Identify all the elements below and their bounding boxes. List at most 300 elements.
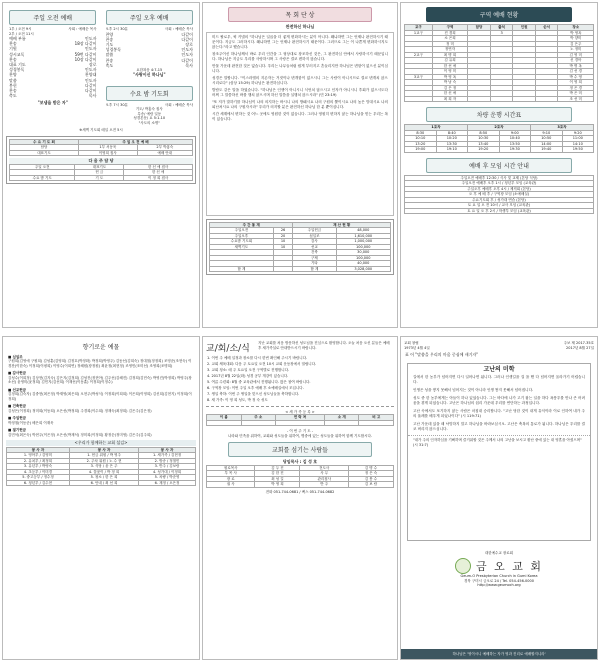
church-contact: 전화 051-744-0681 / 팩스 051-744-0682: [265, 489, 335, 494]
stats-cell: 선교: [293, 244, 336, 250]
am-worship-title: 주일 오전 예배: [9, 10, 96, 25]
cell-group-cell: [513, 96, 536, 102]
cell-group-cell: 2교구: [405, 52, 433, 58]
stats-cell: 100,000: [336, 244, 390, 250]
cell-group-cell: 정연자: [432, 47, 468, 53]
cell-group-cell: 김 은 정: [432, 85, 468, 91]
pm-order-item-label: 찬양: [105, 31, 114, 37]
serving-cell: 5. 청소 / 한 은 희: [70, 475, 139, 481]
serving-cell: 4. 꽃꽂이 / 박 정 희: [70, 469, 139, 475]
offering-section: [8, 371, 194, 385]
stats-cell: 합 계: [293, 266, 336, 272]
stats-header-finance: 재 산 현 황: [293, 222, 391, 228]
roster-cell: 2부 박홍숙: [137, 145, 192, 151]
bus-header: 1호차: [405, 125, 468, 131]
bus-header: 3호차: [531, 125, 594, 131]
cell-group-cell: 최 희 자: [432, 96, 468, 102]
wed-leader: 사회 : 예배순 목사: [164, 102, 193, 107]
pm-order-list: [103, 32, 197, 68]
newcomer-header: 소 개: [324, 415, 359, 421]
newcomer-header: 연 락 처: [276, 415, 325, 421]
cell-group-cell: 진 경희: [432, 30, 468, 36]
pm-order-item-label: 말씀: [105, 52, 114, 58]
newcomer-table: [206, 414, 394, 426]
am-order-item-value: 목사: [88, 93, 97, 99]
serving-cell: 6. 청년부 / 김수현: [7, 480, 70, 486]
am-order-item-label: 말씀: [9, 77, 17, 83]
bus-cell: 14:00: [531, 141, 563, 147]
stats-cell: 30,000: [336, 250, 390, 256]
cell-group-header: 담당: [468, 25, 491, 31]
pastor-paragraph: 미드 팔로우, 윅 키넬의 "하나님은 일곱을 더 좋게 변화하시는 분이 아니다. 왜냐하면 그는 언제나 완전하시기 때문이다. 지금도 그러하시다. 왜냐하면 그는 언제나 완전하시기 때문이다. 그러므로 그는 이 나쁜게 변화하시지도 않는다."라고 했습니다.: [212, 34, 388, 49]
offering-names: 김민석(최은숙) 박현주(이은정) 오은선(박재석) 정미희(이정희) 황정순(정미영) 김은주(김주희): [8, 432, 152, 437]
stats-cell: 40,000: [336, 261, 390, 267]
news-item: 7. 생일 축하: 이번 주 생일을 맞으신 성도님들을 축하합니다.: [207, 392, 300, 396]
stats-cell: 3,028,000: [336, 266, 390, 272]
offering-section: [8, 428, 194, 437]
next-week-row: [10, 164, 193, 170]
stats-cell: 건축: [293, 250, 336, 256]
offering-names: 김정희(김숙자) 김중현(최은정) 박재영(최은희) 오현주(박성식) 이정희(이희희) 이은희(이영희) 김신희(김현지) 이정희(이정희): [8, 392, 192, 401]
founding-label: 교회 창립: [404, 341, 419, 345]
bus-cell: 10:20: [436, 136, 468, 142]
am-order-item-label: 성시교독: [9, 51, 25, 57]
next-week-cell: 대표기도: [75, 164, 124, 170]
cell-group-cell: 3: [490, 30, 513, 36]
cell-group-cell: 김 영 미: [558, 52, 594, 58]
bus-cell: 8:30: [405, 130, 437, 136]
cell-group-cell: 박 수 영: [558, 74, 594, 80]
cell-group-cell: 최 명 희: [432, 52, 468, 58]
pm-order-item-value: 다같이: [181, 36, 193, 42]
serving-cell: 4. 초등부 / 이미경: [7, 469, 70, 475]
pm-order-item-value: 인도자: [181, 52, 193, 58]
next-week-cell: 한 신 애 집사: [124, 164, 193, 170]
stats-cell: 기타: [293, 261, 336, 267]
serving-cell: 2. 유치부 / 최정희: [7, 458, 70, 464]
stats-cell: 감사: [293, 239, 336, 245]
cell-group-row: [405, 96, 594, 102]
cell-group-cell: 정 은 경: [558, 85, 594, 91]
stats-cell: 1,610,000: [336, 233, 390, 239]
am-order-item-label: 기원: [9, 46, 17, 52]
church-website[interactable]: http://www.geumoch.org: [477, 583, 521, 587]
staff-row: [207, 482, 394, 488]
pastor-column-subtitle: 완전하신 하나님: [285, 24, 315, 29]
founding-date: 1973년 4월 4일: [404, 345, 430, 350]
am-order-item-label: 축도: [9, 93, 17, 99]
am-order-item-value: 장로: [88, 62, 97, 68]
am-order-item-label: 대표 기도: [9, 62, 26, 68]
cell-group-title: 구역 예배 현황: [426, 7, 571, 22]
wed-line: 특송/ 예람 일동: [137, 111, 162, 116]
stats-cell: 주일헌금: [293, 228, 336, 234]
serving-cell: 2. 방송 / 정철민: [139, 458, 196, 464]
staff-cell: 박 영 희: [255, 482, 300, 488]
cell-group-header: 출석: [490, 25, 513, 31]
cell-group-header: 장소: [558, 25, 594, 31]
stats-cell: 합 계: [210, 266, 274, 272]
am-order-item-value: 다같이: [84, 88, 97, 94]
am-order-item-value: 다같이: [84, 82, 97, 88]
cell-group-cell: 김 은주: [558, 41, 594, 47]
cell-group-cell: [490, 96, 513, 102]
cell-group-cell: 3교구: [405, 74, 433, 80]
am-order-item-value: 10장 다같이: [74, 56, 97, 62]
cell-group-header: 교구: [405, 25, 433, 31]
offering-names: 김성수(이희정) 김상현(김지숙) 김은지(김정희) 김성진(정현아) 김주선(김혜진) 김정희(김민숙) 박영진(박정희) 박영주(장소선) 윤영미(윤정희) 김민지(김선희) 이재선(이동훈) 이정희(이정수): [8, 375, 192, 384]
next-week-cell: 헌 금: [75, 170, 124, 176]
footer-verse: 하나님은 '영이시니 예배하는 자가 영과 진리로 예배할지니라': [401, 649, 597, 659]
news-item: 4. 2017년 8월 22일(화) 성경 공부 개강이 있습니다.: [207, 374, 289, 378]
pm-order-item-label: 축도: [105, 62, 114, 68]
serving-cell: 4. 성가대 / 이정희: [139, 469, 196, 475]
cell-group-cell: 노 정미: [558, 47, 594, 53]
roster-header-am: 주 일 오 전 예 배: [79, 139, 193, 145]
devotional-paragraph: 고난 가운데 있을 때 낙망하지 말고 하나님을 바라보십시오. 고난은 축복의 통로가 됩니다. 하나님은 우리를 결코 버리지 않으십니다.: [413, 422, 585, 431]
stats-cell: 수요밤 기도회: [210, 239, 274, 245]
cell-group-cell: 정 미: [432, 41, 468, 47]
offering-name: ■ 십일조: [8, 354, 23, 359]
cell-groups-panel: [400, 2, 598, 328]
offering-name: ■ 건축헌금: [8, 404, 27, 408]
bus-cell: 13:20: [405, 141, 437, 147]
next-week-cell: 이 정 희 집사: [124, 175, 193, 181]
stats-cell: 20: [273, 233, 293, 239]
cell-group-cell: 한 선 애: [432, 63, 468, 69]
cell-group-header: 순서: [535, 25, 558, 31]
stats-cell: [273, 266, 293, 272]
serving-cell: 1. 헌금 위원 / 박 영주: [70, 453, 139, 459]
stats-cell: 새벽기도: [210, 244, 274, 250]
news-intro: 지난 교회를 처음 방문하신 성도님을 진심으로 환영합니다. 오늘 처음 오신 분들은 예배 후 새가족실로 안내받으시기 바랍니다.: [258, 341, 390, 350]
devotional-text: [408, 375, 590, 432]
cell-group-cell: 박 남 숙: [432, 80, 468, 86]
news-item: 5. 여름 수련회: 8월 중 교육관에서 진행됩니다. 많은 참여 바랍니다.: [207, 380, 311, 384]
am-order-item-value: 인도자: [84, 46, 97, 52]
pm-time: 오후 2시 30분: [105, 27, 128, 31]
staff-cell: 장 로: [207, 476, 255, 482]
am-sermon: "보냄을 받은 자": [37, 100, 68, 106]
stats-cell: 26: [273, 228, 293, 234]
roster-cell: 이영희 집사: [79, 150, 138, 156]
meeting-cell: 주일오전 예배후 오후 1시 / 청년부 모임 (교육관): [405, 181, 594, 187]
staff-cell: 권 사: [207, 482, 255, 488]
church-identity: [401, 551, 597, 588]
serving-cell: 5. 중고등부 / 정수정: [7, 475, 70, 481]
dawn-prayer-note: ※새벽 기도회 매일 오전 5시: [79, 128, 123, 133]
bus-schedule-table: [404, 124, 594, 153]
pm-order-item-value: 다같이: [181, 57, 193, 63]
staff-cell: 정 은 숙: [348, 471, 393, 477]
cell-group-cell: 이 영 희: [558, 80, 594, 86]
bus-row: [405, 147, 594, 153]
cell-group-cell: [468, 96, 491, 102]
church-news-panel: [202, 336, 398, 660]
serving-row: [7, 453, 196, 459]
weekly-stats: [206, 219, 394, 276]
news-title: 교/회/소/식: [206, 344, 250, 354]
cell-group-cell: 김 유희: [432, 58, 468, 64]
pm-sermon: "사랑이신 하나님": [132, 72, 166, 78]
serving-header: 봉 사 자: [7, 447, 70, 453]
news-item: 8. 새 가족: 이 영 희 성도, 박 정 숙 성도: [207, 398, 268, 402]
cell-group-cell: 소 은희: [432, 36, 468, 42]
offerings-list: [3, 355, 199, 438]
offering-section: [8, 416, 194, 425]
am-order-item-value: 찬양대: [84, 72, 97, 78]
news-item: 2. 교회 체육대회: 다음 주 토요일 오전 10시 교회 운동장에서 열립니다.: [207, 362, 317, 366]
bus-cell: 10:50: [531, 136, 563, 142]
serving-cell: 3. 반주 / 김보람: [139, 464, 196, 470]
pm-order-item-label: 기도: [105, 41, 114, 47]
am-order-item-label: 봉헌: [9, 82, 17, 88]
serving-row: [7, 480, 196, 486]
am-order-item-label: 찬송: [9, 56, 17, 62]
pm-order-item-value: 인도자: [181, 47, 193, 53]
bus-cell: 9:10: [531, 130, 563, 136]
stats-row: [210, 266, 391, 272]
cell-group-cell: 신 경아: [558, 58, 594, 64]
church-address: 경북 구미시 금오로 24 / Tel. 054-456-0000: [464, 578, 534, 583]
devotional-title: 고난의 미학: [483, 365, 515, 373]
next-week-cell: 수요 밤 기도: [10, 175, 75, 181]
wed-line: "사도의 소명": [138, 120, 160, 125]
church-logo-icon: [455, 558, 471, 574]
pm-order-item-label: 성경봉독: [105, 47, 121, 53]
bus-cell: 11:00: [562, 136, 594, 142]
serving-cell: 5. 차량 / 박준영: [139, 475, 196, 481]
staff-cell: 최 성 길: [255, 476, 300, 482]
denomination: 대한예수교 장로회: [484, 550, 514, 555]
serving-row: [7, 464, 196, 470]
roster-cell: 예배 안내: [137, 150, 192, 156]
am-order-item-value: 인도자: [84, 77, 97, 83]
am-times: 1부 / 오전 9시 2부 / 오전 11시: [9, 27, 34, 36]
news-list: [203, 356, 397, 403]
bus-cell: 9:20: [562, 130, 594, 136]
devotional-box: [407, 363, 591, 541]
offering-name: ■ 감사헌금: [8, 371, 27, 375]
offering-section: [8, 388, 194, 402]
devotional-verse: "내가 주의 인자하심을 기뻐하며 즐거워할 것은 주께서 나의 고난을 보시고 환난 중에 있는 내 영혼을 아셨으며" (시 31:7): [408, 435, 590, 449]
offering-section: [8, 355, 194, 369]
devotional-paragraph: 성도 중 한 농부에게는 아들이 하나 있었습니다. 그는 바다에 나가 고기 잡는 일을 하다 폭풍우를 만나 큰 어려움을 겪게 되었습니다. 고난은 하나님의 섭리 가운데 우리를 연단하는 과정입니다.: [413, 396, 585, 405]
meeting-row: [405, 208, 594, 214]
cell-group-cell: 조 선 미: [558, 96, 594, 102]
cell-group-cell: 박 은 미: [558, 91, 594, 97]
meeting-cell: 수요기도회 후 / 성가대 연습 (본당): [405, 197, 594, 203]
service-roster: [6, 136, 196, 185]
offering-names: 구원희(김영애 구원희) 김성훈(김영희) 김정호(박정화) 박정희(박영주) 김동선(김희숙) 정대철(정정희) 조영준(조현숙) 이경찬(이한숙) 이정희(이평희) 이영수(이희연) 정혜원(장정원) 최윤정(최현정) 조영민(조미선) 조영희(조명희): [8, 359, 192, 368]
serving-title: <우리가 함께하는 교회 섬김>: [6, 440, 196, 446]
am-order-item-value: 인도자: [84, 67, 97, 73]
stats-cell: 100,000: [336, 255, 390, 261]
meeting-cell: 오 후 예 배 후 / 구역장 모임 (소예배실): [405, 192, 594, 198]
pastor-paragraph: 성경은 말합니다. "이스라엘의 지존자는 거짓이나 변개함이 없으시니 그는 사람이 아니시므로 결코 변개치 않으시리로다" (삼상 15:29) 하나님은 완전하십니다.: [212, 75, 388, 85]
am-order-item-label: 찬송: [9, 88, 17, 94]
meeting-cell: 토 요 일 오 후 2시 / 학생부 모임 (교육관): [405, 208, 594, 214]
bus-header: 2호차: [468, 125, 531, 131]
staff-cell: 부 목 사: [207, 471, 255, 477]
cell-group-cell: 김 선 경: [558, 69, 594, 75]
bus-schedule-title: 차량 운행 시간표: [426, 107, 571, 122]
staff-cell: 김 보 람: [348, 482, 393, 488]
newcomer-header: 주 소: [241, 415, 276, 421]
senior-pastor: 당임목사 : 김 성 호: [282, 459, 318, 464]
cell-group-cell: 이 영 미: [432, 69, 468, 75]
pastor-paragraph: 시간 세계에서 변하는 것 어느 곳에도 영원한 것이 없습니다. 그러나 영원히 변하지 않는 하나님을 믿는 우리는 복이 있습니다.: [212, 111, 388, 121]
wed-time: 오후 7시 30분: [105, 102, 128, 107]
staff-title: 교회를 섬기는 사람들: [228, 442, 372, 457]
roster-cell: 담당: [10, 145, 79, 151]
pastor-column-panel: [202, 2, 398, 328]
newcomer-title: < 새 가 족 등 록 >: [285, 409, 315, 414]
bus-cell: 13:50: [499, 141, 531, 147]
staff-cell: 김 두 진: [255, 465, 300, 471]
staff-cell: 관리집사: [300, 476, 348, 482]
roster-cell: 대표기도: [10, 150, 79, 156]
staff-table: [206, 465, 394, 488]
stats-cell: 1,000,000: [336, 239, 390, 245]
wed-order-list: [103, 107, 197, 125]
pastor-paragraph: 만물 가운데 완전한 것은 없습니다. 우리는 나무들처럼 쉽게 부러지고 흔들리지만 하나님은 변함이 없으신 분이십니다.: [212, 63, 388, 73]
stats-cell: 주일오후: [210, 233, 274, 239]
meeting-cell: 주일오후 예배후 오후 4시 / 제직회 (본당): [405, 186, 594, 192]
am-order-item-label: 찬양: [9, 72, 17, 78]
meeting-cell: 주일오전 예배후 12:30 / 식사 및 교제 (본당 식당): [405, 175, 594, 181]
stats-cell: 구제: [293, 255, 336, 261]
news-item: 1. 이번 주 예배 일정과 장소를 다시 한번 확인해 주시기 바랍니다.: [207, 356, 308, 360]
staff-cell: 김 한 진: [255, 471, 300, 477]
serving-header: 봉 사 자: [70, 447, 139, 453]
news-item: 6. 구역장 모임: 이번 주일 오후 예배 후 소예배실에서 모입니다.: [207, 386, 304, 390]
bus-cell: 10:10: [405, 136, 437, 142]
pastor-paragraph: 창조주이신 하나님께서 바로 우리 인간을 그 형상대로 창조하신 것은, 그 완전하심 안에서 사랑하시기 때문입니다. 하나님은 지금도 우리를 사랑하시며 그 사랑은 결코 변하지 않습니다.: [212, 51, 388, 61]
cell-group-cell: 박 명 옥: [558, 63, 594, 69]
offerings-title: 향기로운 예물: [82, 344, 120, 351]
stats-cell: 48,000: [336, 228, 390, 234]
next-week-cell: 주일 오전: [10, 164, 75, 170]
cell-group-cell: 박 향미: [558, 36, 594, 42]
next-week-row: [10, 175, 193, 181]
devotional-paragraph: 인생은 성을 쌓지 못해서 넘어지는 것이 아니라 인생 쌓지 못해서 넘어집니다.: [413, 388, 534, 392]
serving-row: [7, 475, 196, 481]
church-english-name: Geum-O Presbyterian Church in Gumi Korea: [460, 574, 538, 578]
serving-row: [7, 469, 196, 475]
next-week-cell: 기 도: [75, 175, 124, 181]
pm-order-item-value: 목사: [185, 62, 193, 68]
serving-cell: 3. 식당 / 윤 은 주: [70, 464, 139, 470]
issue-date: 2017년 8월 27일: [566, 345, 594, 350]
staff-cell: 전도사: [300, 465, 348, 471]
serving-cell: 6. 안내 / 최 선 희: [70, 480, 139, 486]
staff-cell: 반 주: [300, 482, 348, 488]
bus-cell: 9:00: [499, 130, 531, 136]
am-order-item: [6, 93, 100, 98]
pastor-paragraph: 발람도 같은 말을 하였습니다. "하나님은 인생이 아니시니 식언치 않으시고 인자가 아니시니 후회가 없으시도다 어찌 그 말씀하신 바를 행치 않으시며 하신 말씀을 실행치 않으시랴" (민 23:19): [212, 87, 388, 97]
pm-order-item-label: 찬송: [105, 57, 114, 63]
bus-cell: 19:50: [562, 147, 594, 153]
cell-group-cell: 1교구: [405, 30, 433, 36]
pm-leader: 사회 : 예배순 목사: [164, 27, 193, 31]
stats-cell: 십일조: [293, 233, 336, 239]
bus-cell: 8:40: [436, 130, 468, 136]
news-item: 3. 교회 청소: 매 주 토요일 오전 구역별로 진행합니다.: [207, 368, 290, 372]
am-order-list: [6, 36, 100, 98]
newcomer-header: 이 름: [207, 415, 242, 421]
church-motto: 표 어 "말씀을 우리의 마음 중심에 새기자": [405, 352, 479, 357]
am-order-item-value: 18장 다같이: [74, 41, 97, 47]
bus-cell: 10:40: [499, 136, 531, 142]
pm-scripture: 요한복음 4:7-15: [136, 67, 163, 72]
issue-number: 주보 제 2017-35호: [563, 341, 594, 345]
stats-cell: 주일오전: [210, 228, 274, 234]
church-name: 금 오 교 회: [476, 560, 544, 573]
cell-group-cell: [535, 96, 558, 102]
serving-cell: 3. 유년부 / 박영숙: [7, 464, 70, 470]
stats-cell: 10: [273, 244, 293, 250]
roster-header-wed: 수 요 기 도 회: [10, 139, 79, 145]
stats-cell: 10: [273, 239, 293, 245]
serving-table: [6, 447, 196, 487]
stats-header-attendance: 주 간 통 계: [210, 222, 293, 228]
pastor-column-text: [206, 32, 394, 216]
devotional-paragraph: 길에서 한 농부가 넘어지면 다시 일어나면 됩니다. 그러나 인생길을 걸 을 땐 다 넘어지면 올라가기 어렵습니다.: [413, 375, 585, 384]
pastor-paragraph: "또 저가 말하기를 하나님이 나의 의지하는 바시니 나의 방패시요 나의 구원의 뿔이시요 나의 높은 망대시요 나의 피난처시요 나의 구원자시라" 우리가 의지할 분은 완전하신 하나님 한 분 뿐이십니다.: [212, 99, 388, 109]
bus-cell: 19:20: [468, 147, 500, 153]
roster-row: [10, 150, 193, 156]
am-leader: 사회 : 예배순 목사: [68, 27, 97, 31]
pm-worship-column: [103, 6, 197, 125]
schedule-title: 예배 후 모임 시간 안내: [426, 158, 571, 173]
cell-group-table: [404, 24, 594, 102]
serving-row: [7, 458, 196, 464]
serving-cell: 2. 주차 위원 / 노 수 현: [70, 458, 139, 464]
pm-worship-title: 주일 오후 예배: [106, 10, 193, 25]
serving-header: 봉 사 자: [139, 447, 196, 453]
serving-cell: 1. 새가족 / 김현정: [139, 453, 196, 459]
pm-order-item-value: 장로: [185, 41, 193, 47]
am-order-item-label: 찬송: [9, 41, 17, 47]
cell-group-header: 구역: [432, 25, 468, 31]
cell-group-cell: 한 신 애: [432, 91, 468, 97]
prayer-title: - 이 번 주 기 도 -: [286, 429, 314, 433]
worship-order-panel: [2, 2, 200, 328]
offering-names: 김성은(이정희) 정미희(이동희) 오은선(박정희) 주경희(이수희) 정재숙(최정희) 김은주(김은정): [8, 408, 152, 413]
bus-cell: 14:10: [562, 141, 594, 147]
staff-cell: 김 봉 수: [348, 476, 393, 482]
next-week-title: 다 음 주 담 당: [9, 158, 193, 164]
meeting-cell: 토 요 일 오 전 10시 / 교사 모임 (교육관): [405, 203, 594, 209]
cell-group-cell: [405, 96, 433, 102]
staff-cell: 사 무: [300, 471, 348, 477]
offering-section: [8, 404, 194, 413]
bus-cell: 19:30: [499, 147, 531, 153]
offering-name: ■ 선교헌금: [8, 387, 27, 392]
am-order-item-value: 인도자: [84, 36, 97, 41]
am-order-item-label: 성경봉독: [9, 67, 25, 73]
serving-cell: 1. 영아부 / 김영미: [7, 453, 70, 459]
bus-cell: 10:30: [468, 136, 500, 142]
cover-panel: [400, 336, 598, 660]
pm-order-item-value: 다같이: [181, 31, 193, 37]
am-order-item-value: 59번 다같이: [74, 51, 97, 57]
cell-group-cell: 박 영 옥: [432, 74, 468, 80]
bus-cell: 13:40: [468, 141, 500, 147]
cell-group-header: 인원: [513, 25, 536, 31]
devotional-paragraph: 고난 속에서도 포기하지 않는 사람은 마침내 승리합니다. "고난 당한 것이 내게 유익이라 이로 인하여 내가 주의 율례를 배우게 되었나이다" (시 119:71): [413, 409, 585, 418]
